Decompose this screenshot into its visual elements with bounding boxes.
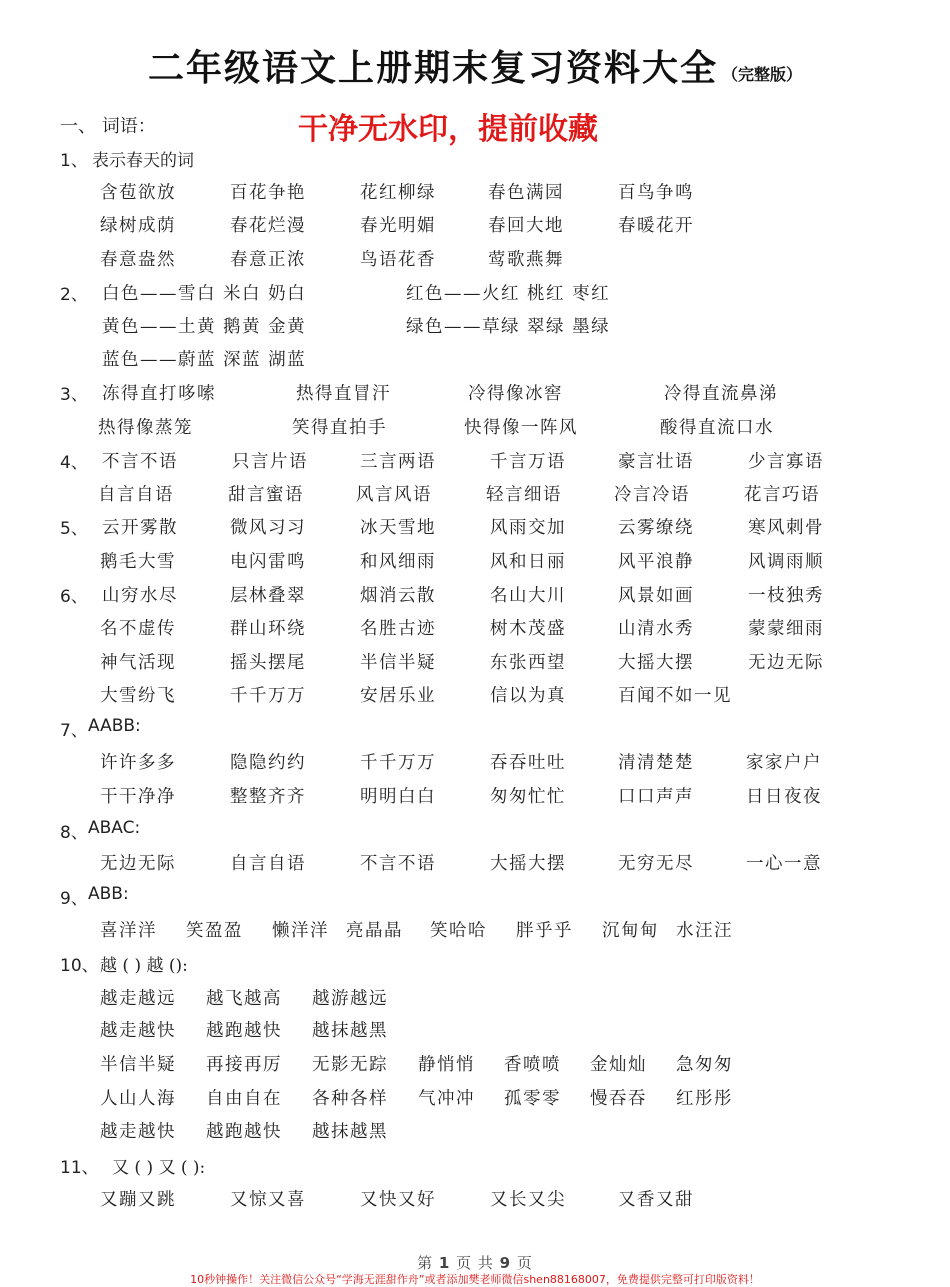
word: 快得像一阵风 (464, 418, 578, 438)
word: 春意盎然 (100, 250, 176, 270)
group-8-number: 8、 (60, 823, 88, 843)
word: 半信半疑 (360, 653, 436, 673)
group-4-number: 4、 (60, 453, 88, 473)
group-7-number: 7、 (60, 721, 88, 741)
word: 口口声声 (618, 787, 694, 807)
word: 越跑越快 (206, 1021, 282, 1041)
word: 酸得直流口水 (660, 418, 774, 438)
word: 不言不语 (360, 854, 436, 874)
word: 春花烂漫 (230, 216, 306, 236)
word: 名不虚传 (100, 619, 176, 639)
group-9-heading: ABB: (88, 884, 129, 904)
word: 日日夜夜 (746, 787, 822, 807)
word: 春光明媚 (360, 216, 436, 236)
word: 风景如画 (618, 586, 694, 606)
word: 不言不语 (102, 452, 178, 472)
word: 越游越远 (312, 989, 388, 1009)
word: 各种各样 (312, 1089, 388, 1109)
word: 东张西望 (490, 653, 566, 673)
word: 大摇大摆 (618, 653, 694, 673)
word: 神气活现 (100, 653, 176, 673)
word: 花言巧语 (744, 485, 820, 505)
word: 微风习习 (230, 518, 306, 538)
word: 又蹦又跳 (100, 1190, 176, 1210)
word: 风调雨顺 (748, 552, 824, 572)
word: 百花争艳 (230, 183, 306, 203)
word: 冻得直打哆嗦 (102, 384, 216, 404)
word: 人山人海 (100, 1089, 176, 1109)
watermark-note: 干净无水印，提前收藏 (298, 112, 598, 147)
word: 山穷水尽 (102, 586, 178, 606)
word: 安居乐业 (360, 686, 436, 706)
word: 云雾缭绕 (618, 518, 694, 538)
word: 含苞欲放 (100, 183, 176, 203)
word: 群山环绕 (230, 619, 306, 639)
word: 明明白白 (360, 787, 436, 807)
word: 越抹越黑 (312, 1021, 388, 1041)
word: 越抹越黑 (312, 1122, 388, 1142)
word: 半信半疑 (100, 1055, 176, 1075)
word: 烟消云散 (360, 586, 436, 606)
section-title: 一、 词语： (60, 116, 156, 137)
group-2-number: 2、 (60, 285, 88, 305)
word: 喜洋洋 (100, 921, 157, 941)
group-11-heading: 又 ( ) 又 ( ): (112, 1158, 206, 1178)
color-words: 蓝色——蔚蓝 深蓝 湖蓝 (102, 350, 307, 370)
word: 懒洋洋 (272, 921, 329, 941)
word: 甜言蜜语 (228, 485, 304, 505)
word: 树木茂盛 (490, 619, 566, 639)
word: 笑哈哈 (430, 921, 487, 941)
word: 一心一意 (746, 854, 822, 874)
color-words: 白色——雪白 米白 奶白 (102, 284, 307, 304)
word: 和风细雨 (360, 552, 436, 572)
word: 大摇大摆 (490, 854, 566, 874)
word: 越跑越快 (206, 1122, 282, 1142)
word: 冷言冷语 (614, 485, 690, 505)
word: 又长又尖 (490, 1190, 566, 1210)
word: 莺歌燕舞 (488, 250, 564, 270)
word: 热得像蒸笼 (98, 418, 193, 438)
group-6-number: 6、 (60, 587, 88, 607)
word: 风平浪静 (618, 552, 694, 572)
word: 又香又甜 (618, 1190, 694, 1210)
word: 大雪纷飞 (100, 686, 176, 706)
group-3-number: 3、 (60, 385, 88, 405)
word: 家家户户 (746, 753, 822, 773)
word: 胖乎乎 (516, 921, 573, 941)
word: 自言自语 (98, 485, 174, 505)
group-10-number: 10、 (60, 956, 99, 976)
word: 春暖花开 (618, 216, 694, 236)
word: 笑得直拍手 (292, 418, 387, 438)
word: 豪言壮语 (618, 452, 694, 472)
word: 千千万万 (360, 753, 436, 773)
word: 春回大地 (488, 216, 564, 236)
word: 蒙蒙细雨 (748, 619, 824, 639)
word: 吞吞吐吐 (490, 753, 566, 773)
group-11-number: 11、 (60, 1158, 99, 1178)
word: 鹅毛大雪 (100, 552, 176, 572)
group-9-number: 9、 (60, 889, 88, 909)
word: 亮晶晶 (346, 921, 403, 941)
word: 千千万万 (230, 686, 306, 706)
group-7-heading: AABB: (88, 716, 141, 736)
color-words: 绿色——草绿 翠绿 墨绿 (406, 317, 611, 337)
group-8-heading: ABAC: (88, 818, 141, 838)
word: 慢吞吞 (590, 1089, 647, 1109)
word: 山清水秀 (618, 619, 694, 639)
word: 冰天雪地 (360, 518, 436, 538)
word: 风和日丽 (490, 552, 566, 572)
word: 孤零零 (504, 1089, 561, 1109)
group-5-number: 5、 (60, 519, 88, 539)
word: 一枝独秀 (748, 586, 824, 606)
word: 越走越快 (100, 1021, 176, 1041)
group-10-heading: 越 ( ) 越 (): (100, 956, 188, 976)
word: 越走越远 (100, 989, 176, 1009)
word: 三言两语 (360, 452, 436, 472)
word: 又快又好 (360, 1190, 436, 1210)
word: 春意正浓 (230, 250, 306, 270)
word: 少言寡语 (748, 452, 824, 472)
word: 香喷喷 (504, 1055, 561, 1075)
word: 急匆匆 (676, 1055, 733, 1075)
word: 摇头摆尾 (230, 653, 306, 673)
word: 层林叠翠 (230, 586, 306, 606)
word: 云开雾散 (102, 518, 178, 538)
word: 风雨交加 (490, 518, 566, 538)
word: 鸟语花香 (360, 250, 436, 270)
word: 自言自语 (230, 854, 306, 874)
word: 百闻不如一见 (618, 686, 732, 706)
group-1-heading: 表示春天的词 (92, 151, 194, 171)
word: 越走越快 (100, 1122, 176, 1142)
word: 电闪雷鸣 (230, 552, 306, 572)
word: 绿树成荫 (100, 216, 176, 236)
word: 无影无踪 (312, 1055, 388, 1075)
word: 千言万语 (490, 452, 566, 472)
page-subtitle: （完整版） (722, 65, 803, 84)
word: 轻言细语 (486, 485, 562, 505)
word: 无边无际 (100, 854, 176, 874)
word: 越飞越高 (206, 989, 282, 1009)
word: 百鸟争鸣 (618, 183, 694, 203)
group-1-number: 1、 (60, 151, 88, 171)
word: 冷得直流鼻涕 (664, 384, 778, 404)
word: 干干净净 (100, 787, 176, 807)
word: 名胜古迹 (360, 619, 436, 639)
word: 热得直冒汗 (296, 384, 391, 404)
word: 金灿灿 (590, 1055, 647, 1075)
word: 水汪汪 (676, 921, 733, 941)
word: 整整齐齐 (230, 787, 306, 807)
word: 春色满园 (488, 183, 564, 203)
page-number: 第 1 页 共 9 页 (417, 1254, 533, 1272)
word: 名山大川 (490, 586, 566, 606)
word: 无穷无尽 (618, 854, 694, 874)
word: 寒风刺骨 (748, 518, 824, 538)
word: 再接再厉 (206, 1055, 282, 1075)
word: 只言片语 (232, 452, 308, 472)
word: 无边无际 (748, 653, 824, 673)
word: 清清楚楚 (618, 753, 694, 773)
word: 自由自在 (206, 1089, 282, 1109)
color-words: 黄色——土黄 鹅黄 金黄 (102, 317, 307, 337)
word: 红彤彤 (676, 1089, 733, 1109)
word: 沉甸甸 (602, 921, 659, 941)
word: 花红柳绿 (360, 183, 436, 203)
word: 隐隐约约 (230, 753, 306, 773)
promo-banner: 10秒钟操作！关注微信公众号“学海无涯甜作舟”或者添加樊老师微信shen88168007，免费提供完整可打印版资料！ (190, 1273, 760, 1286)
color-words: 红色——火红 桃红 枣红 (406, 284, 611, 304)
word: 静悄悄 (418, 1055, 475, 1075)
word: 匆匆忙忙 (490, 787, 566, 807)
word: 冷得像冰窖 (468, 384, 563, 404)
word: 许许多多 (100, 753, 176, 773)
word: 信以为真 (490, 686, 566, 706)
page-title: 二年级语文上册期末复习资料大全 （完整版） (147, 48, 803, 89)
word: 又惊又喜 (230, 1190, 306, 1210)
word: 风言风语 (356, 485, 432, 505)
word: 气冲冲 (418, 1089, 475, 1109)
word: 笑盈盈 (186, 921, 243, 941)
